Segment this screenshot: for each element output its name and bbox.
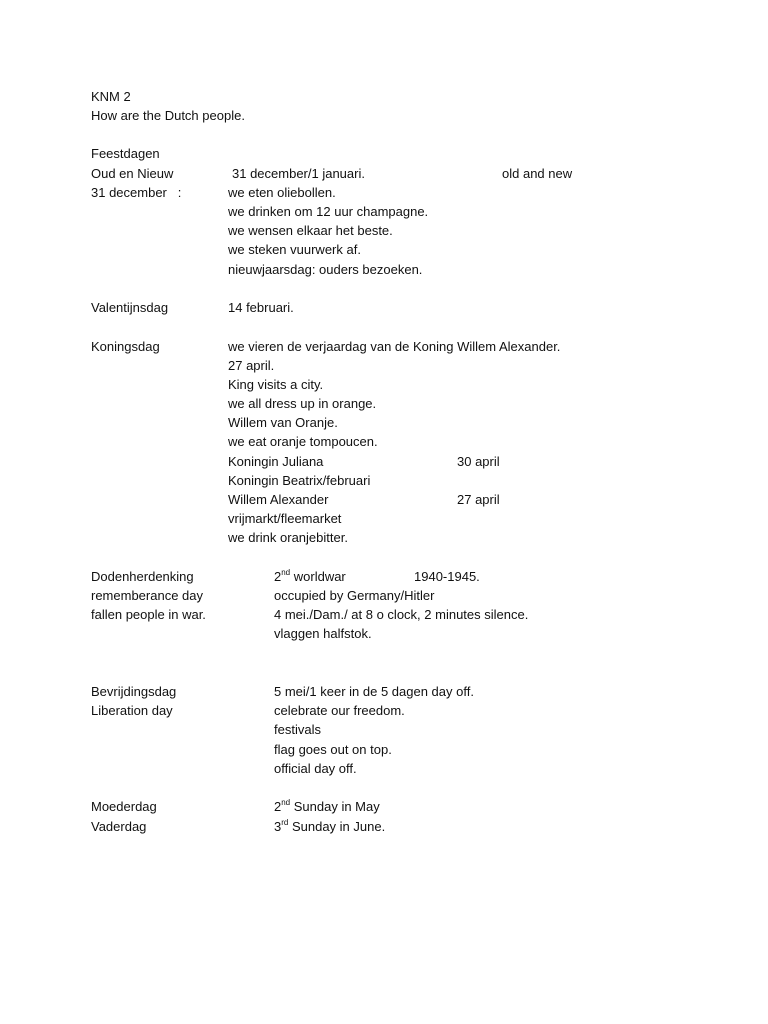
koningsdag-line: 27 april. <box>228 358 275 373</box>
bevrijdingsdag-line: official day off. <box>274 761 357 776</box>
oud-nieuw-sublabel: 31 december : <box>91 185 182 200</box>
bevrijdingsdag-label: Bevrijdingsdag <box>91 684 177 699</box>
koningsdag-line: we all dress up in orange. <box>228 396 377 411</box>
royal-date: 27 april <box>457 492 500 507</box>
vaderdag-date <box>274 817 385 836</box>
koningsdag-label: Koningsdag <box>91 339 160 354</box>
vaderdag-text: Sunday in June. <box>288 819 386 834</box>
oud-nieuw-line: we wensen elkaar het beste. <box>228 223 393 238</box>
koningsdag-line: vrijmarkt/fleemarket <box>228 511 342 526</box>
valentijn-label: Valentijnsdag <box>91 300 169 315</box>
moederdag-date <box>274 797 380 816</box>
koningsdag-line: Willem van Oranje. <box>228 415 338 430</box>
ordinal-suffix: rd <box>281 817 289 827</box>
oud-nieuw-translation: old and new <box>502 166 573 181</box>
doc-title: KNM 2 <box>91 89 131 104</box>
bevrijdingsdag-line: flag goes out on top. <box>274 742 392 757</box>
dodenherdenking-line: vlaggen halfstok. <box>274 626 372 641</box>
ordinal-number: 3 <box>274 819 282 834</box>
dodenherdenking-label: Dodenherdenking <box>91 569 194 584</box>
vaderdag-label: Vaderdag <box>91 819 147 834</box>
koningsdag-line: King visits a city. <box>228 377 324 392</box>
bevrijdingsdag-label: Liberation day <box>91 703 173 718</box>
oud-nieuw-line: we eten oliebollen. <box>228 185 336 200</box>
ordinal-number: 2 <box>274 569 282 584</box>
koningsdag-line: we drink oranjebitter. <box>228 530 348 545</box>
oud-nieuw-label: Oud en Nieuw <box>91 166 174 181</box>
dodenherdenking-line: occupied by Germany/Hitler <box>274 588 435 603</box>
royal-date: 30 april <box>457 454 500 469</box>
bevrijdingsdag-line: 5 mei/1 keer in de 5 dagen day off. <box>274 684 474 699</box>
oud-nieuw-line: nieuwjaarsdag: ouders bezoeken. <box>228 262 423 277</box>
ordinal-suffix: nd <box>281 797 291 807</box>
royal-name: Koningin Juliana <box>228 454 324 469</box>
dodenherdenking-label: rememberance day <box>91 588 203 603</box>
worldwar-years: 1940-1945. <box>414 569 480 584</box>
doc-subtitle: How are the Dutch people. <box>91 108 245 123</box>
moederdag-label: Moederdag <box>91 799 157 814</box>
worldwar-line <box>274 567 346 586</box>
oud-nieuw-line: we steken vuurwerk af. <box>228 242 361 257</box>
bevrijdingsdag-line: festivals <box>274 722 321 737</box>
section-heading: Feestdagen <box>91 146 160 161</box>
royal-name: Koningin Beatrix/februari <box>228 473 371 488</box>
ordinal-number: 2 <box>274 799 282 814</box>
worldwar-text: worldwar <box>290 569 346 584</box>
bevrijdingsdag-line: celebrate our freedom. <box>274 703 405 718</box>
oud-nieuw-date: 31 december/1 januari. <box>232 166 365 181</box>
valentijn-date: 14 februari. <box>228 300 294 315</box>
oud-nieuw-line: we drinken om 12 uur champagne. <box>228 204 429 219</box>
koningsdag-line: we vieren de verjaardag van de Koning Willem Alexander. <box>228 339 561 354</box>
moederdag-text: Sunday in May <box>290 799 380 814</box>
dodenherdenking-label: fallen people in war. <box>91 607 206 622</box>
koningsdag-line: we eat oranje tompoucen. <box>228 434 378 449</box>
royal-name: Willem Alexander <box>228 492 329 507</box>
dodenherdenking-line: 4 mei./Dam./ at 8 o clock, 2 minutes silence. <box>274 607 529 622</box>
ordinal-suffix: nd <box>281 567 291 577</box>
